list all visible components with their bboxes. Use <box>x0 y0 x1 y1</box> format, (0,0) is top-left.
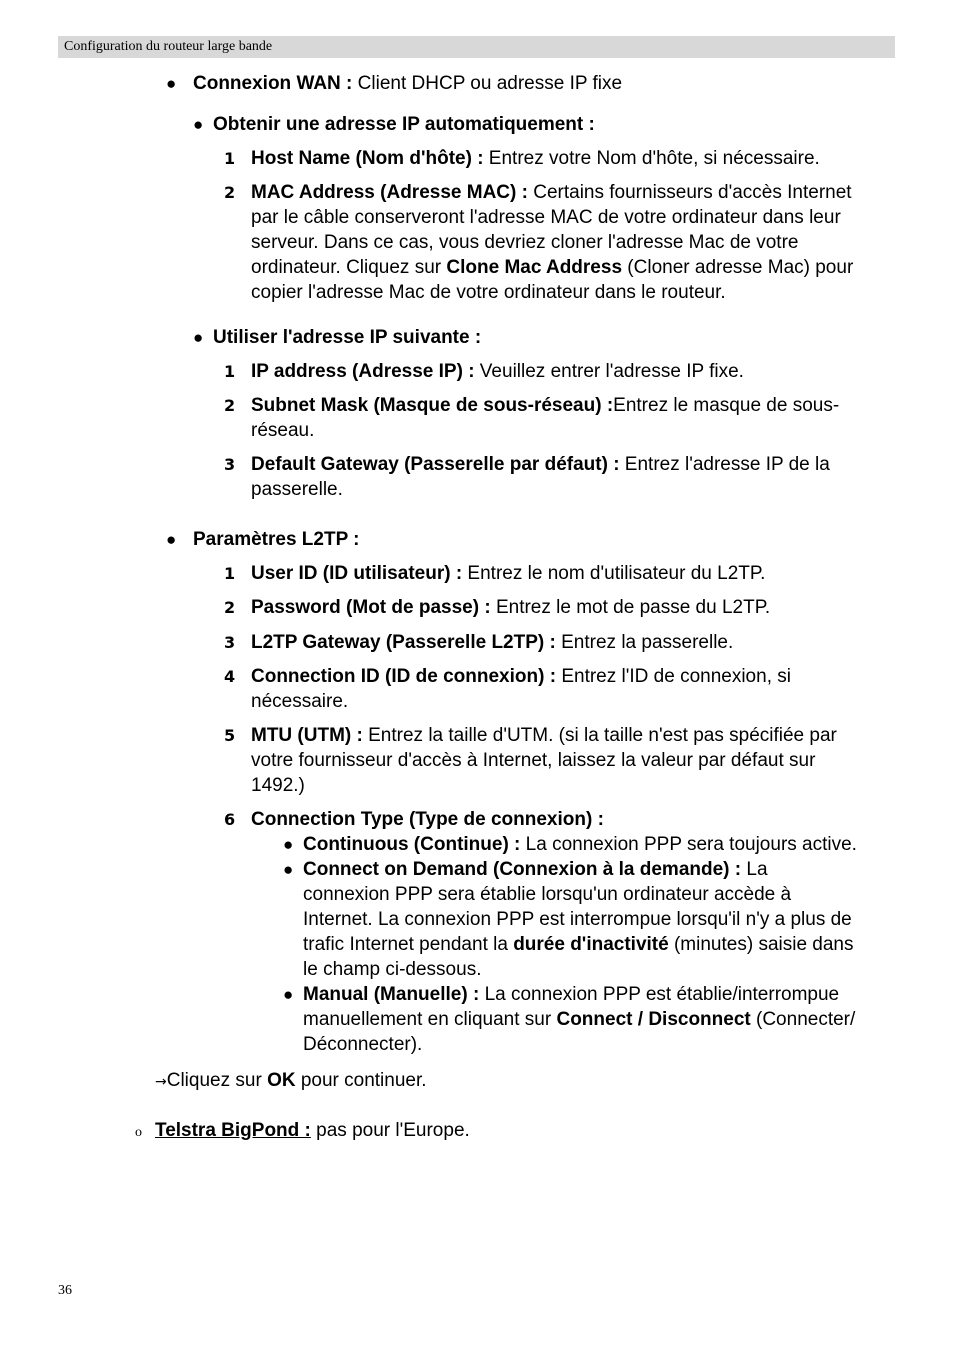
bullet-icon: ● <box>283 835 294 854</box>
wan-text: Client DHCP ou adresse IP fixe <box>352 73 623 94</box>
arrow-icon: → <box>155 1074 167 1090</box>
ok-label: OK <box>267 1070 296 1091</box>
subnet-mask-item <box>251 393 839 418</box>
manual-item <box>303 982 839 1007</box>
clone-mac-label: Clone Mac Address <box>446 257 623 278</box>
item-text: Certains fournisseurs d'accès Internet <box>527 182 852 203</box>
item-number: 3 <box>224 455 236 474</box>
mac-address-item <box>251 180 852 205</box>
manual-line: Déconnecter). <box>303 1034 423 1055</box>
item-number: 1 <box>224 564 236 583</box>
bullet-icon: ● <box>166 74 177 93</box>
connection-id-cont: nécessaire. <box>251 691 349 712</box>
item-number: 2 <box>224 396 236 415</box>
wan-label: Connexion WAN : <box>193 73 353 94</box>
bullet-icon: ● <box>166 530 177 549</box>
item-text: Entrez le mot de passe du L2TP. <box>490 597 771 618</box>
item-text: Entrez le nom d'utilisateur du L2TP. <box>462 563 766 584</box>
static-ip-heading: Utiliser l'adresse IP suivante : <box>213 327 482 348</box>
telstra-text: pas pour l'Europe. <box>310 1120 470 1141</box>
item-number: 3 <box>224 633 236 652</box>
item-label: MTU (UTM) : <box>251 725 363 746</box>
mtu-cont: 1492.) <box>251 775 305 796</box>
mac-address-line: par le câble conserveront l'adresse MAC de votre ordinateur dans leur <box>251 207 841 228</box>
item-text: Entrez la taille d'UTM. (si la taille n'est pas spécifiée par <box>362 725 837 746</box>
item-number: 5 <box>224 726 236 745</box>
demand-line: connexion PPP sera établie lorsqu'un ordinateur accède à <box>303 884 792 905</box>
user-id-item <box>251 561 765 586</box>
demand-line: Internet. La connexion PPP est interrompue lorsqu'il n'y a plus de <box>303 909 852 930</box>
continuous-item <box>303 832 857 857</box>
item-label: Continuous (Continue) : <box>303 834 521 855</box>
item-label: L2TP Gateway (Passerelle L2TP) : <box>251 632 556 653</box>
item-text: Veuillez entrer l'adresse IP fixe. <box>474 361 744 382</box>
item-text: Entrez l'adresse IP de la <box>619 454 830 475</box>
manual-line <box>303 1007 855 1032</box>
text-fragment: Cliquez sur <box>166 1070 268 1091</box>
item-number: 6 <box>224 810 236 829</box>
subnet-mask-cont: réseau. <box>251 420 315 441</box>
item-text: Entrez l'ID de connexion, si <box>556 666 791 687</box>
text-fragment: pour continuer. <box>295 1070 427 1091</box>
connect-on-demand-item <box>303 857 768 882</box>
ip-address-item <box>251 359 744 384</box>
text-fragment: (minutes) saisie dans <box>668 934 854 955</box>
connection-type-item: Connection Type (Type de connexion) : <box>251 809 604 830</box>
item-number: 2 <box>224 598 236 617</box>
header-title: Configuration du routeur large bande <box>64 39 273 54</box>
item-text: Entrez le masque de sous- <box>613 395 840 416</box>
l2tp-gateway-item <box>251 630 733 655</box>
telstra-label: Telstra BigPond : <box>155 1120 311 1141</box>
telstra-item <box>155 1118 470 1143</box>
mac-address-line <box>251 255 853 280</box>
item-number: 4 <box>224 667 236 686</box>
item-label: Default Gateway (Passerelle par défaut) : <box>251 454 620 475</box>
item-text: Entrez votre Nom d'hôte, si nécessaire. <box>483 148 820 169</box>
item-label: Connect on Demand (Connexion à la demande) : <box>303 859 742 880</box>
text-fragment: manuellement en cliquant sur <box>303 1009 557 1030</box>
bullet-icon: ● <box>193 115 204 134</box>
item-label: Password (Mot de passe) : <box>251 597 491 618</box>
text-fragment: (Connecter/ <box>750 1009 856 1030</box>
item-label: User ID (ID utilisateur) : <box>251 563 463 584</box>
wan-line <box>193 71 622 96</box>
demand-line: le champ ci-dessous. <box>303 959 482 980</box>
item-number: 2 <box>224 183 236 202</box>
item-text: La connexion PPP est établie/interrompue <box>479 984 840 1005</box>
item-text: La <box>741 859 768 880</box>
page-header <box>58 36 895 58</box>
mtu-item <box>251 723 837 748</box>
item-label: IP address (Adresse IP) : <box>251 361 475 382</box>
text-fragment: ordinateur. Cliquez sur <box>251 257 447 278</box>
text-fragment: (Cloner adresse Mac) pour <box>622 257 854 278</box>
item-label: Connection ID (ID de connexion) : <box>251 666 557 687</box>
item-label: Host Name (Nom d'hôte) : <box>251 148 484 169</box>
default-gateway-cont: passerelle. <box>251 479 343 500</box>
bullet-icon: ● <box>193 328 204 347</box>
item-number: 1 <box>224 149 236 168</box>
continue-instruction <box>155 1068 427 1095</box>
page-number: 36 <box>58 1283 72 1298</box>
circle-bullet-icon: o <box>135 1125 142 1140</box>
item-label: Manual (Manuelle) : <box>303 984 480 1005</box>
default-gateway-item <box>251 452 830 477</box>
l2tp-heading: Paramètres L2TP : <box>193 529 360 550</box>
text-fragment: trafic Internet pendant la <box>303 934 514 955</box>
mtu-cont: votre fournisseur d'accès à Internet, laissez la valeur par défaut sur <box>251 750 816 771</box>
item-text: La connexion PPP sera toujours active. <box>520 834 857 855</box>
host-name-item <box>251 146 820 171</box>
item-number: 1 <box>224 362 236 381</box>
bullet-icon: ● <box>283 860 294 879</box>
connection-id-item <box>251 664 791 689</box>
idle-time-label: durée d'inactivité <box>513 934 669 955</box>
item-label: MAC Address (Adresse MAC) : <box>251 182 528 203</box>
auto-ip-heading: Obtenir une adresse IP automatiquement : <box>213 114 595 135</box>
bullet-icon: ● <box>283 985 294 1004</box>
connect-disconnect-label: Connect / Disconnect <box>556 1009 751 1030</box>
mac-address-line: copier l'adresse Mac de votre ordinateur dans le routeur. <box>251 282 726 303</box>
demand-line <box>303 932 854 957</box>
item-label: Subnet Mask (Masque de sous-réseau) : <box>251 395 614 416</box>
mac-address-line: serveur. Dans ce cas, vous devriez cloner l'adresse Mac de votre <box>251 232 799 253</box>
password-item <box>251 595 770 620</box>
item-text: Entrez la passerelle. <box>555 632 734 653</box>
